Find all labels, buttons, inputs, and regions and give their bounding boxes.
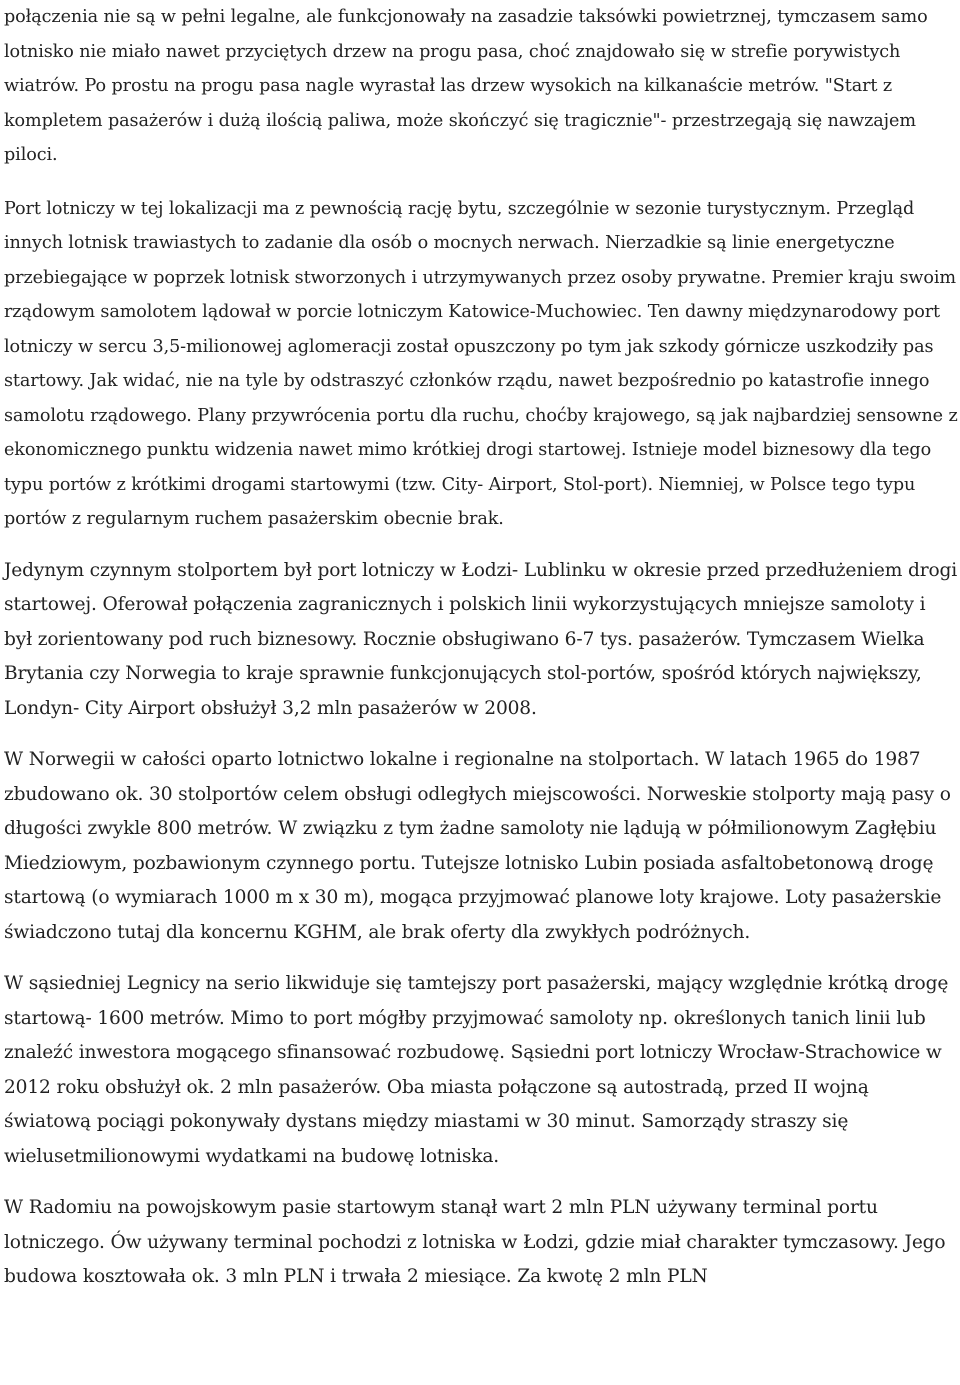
- sentence: Za kwotę 2 mln PLN: [511, 1266, 708, 1287]
- sentence: Norweskie stolporty mają pasy o długości zwykle 800 metrów.: [4, 783, 951, 839]
- sentence: Loty pasażerskie świadczono tutaj dla koncernu KGHM, ale brak oferty dla zwykłych podróżnych.: [4, 887, 942, 943]
- article-paragraph: [4, 1191, 958, 1295]
- sentence: "Start z kompletem pasażerów i dużą ilością paliwa, może skończyć się tragicznie"- przestrzegają się nawzajem piloci.: [4, 76, 916, 165]
- sentence: Jego budowa kosztowała ok. 3 mln PLN i trwała 2 miesiące.: [4, 1231, 946, 1287]
- sentence: W Radomiu na powojskowym pasie startowym stanął wart 2 mln PLN używany terminal portu lotniczego.: [4, 1197, 878, 1253]
- sentence: Oferował połączenia zagranicznych i polskich linii wykorzystujących mniejsze samoloty i był zorientowany pod ruch biznesowy.: [4, 594, 926, 650]
- sentence: Samorządy straszy się wielusetmilionowymi wydatkami na budowę lotniska.: [4, 1111, 849, 1167]
- sentence: Sąsiedni port lotniczy Wrocław-Strachowice w 2012 roku obsłużył ok. 2 mln pasażerów.: [4, 1042, 942, 1098]
- sentence: Tutejsze lotnisko Lubin posiada asfaltobetonową drogę startową (o wymiarach 1000 m x 30 m), mogąca przyjmować planowe loty krajowe.: [4, 852, 934, 908]
- sentence: Jak widać, nie na tyle by odstraszyć członków rządu, nawet bezpośrednio po katastrofie innego samolotu rządowego.: [4, 371, 930, 426]
- sentence: W związku z tym żadne samoloty nie lądują w półmilionowym Zagłębiu Miedziowym, pozbawionym czynnego portu.: [4, 818, 937, 874]
- sentence: Port lotniczy w tej lokalizacji ma z pewnością rację bytu, szczególnie w sezonie turystycznym.: [4, 198, 831, 219]
- article-paragraph: [4, 554, 958, 727]
- article-paragraph: [4, 192, 958, 537]
- sentence: Po prostu na progu pasa nagle wyrastał las drzew wysokich na kilkanaście metrów.: [79, 76, 820, 96]
- sentence: Jedynym czynnym stolportem był port lotniczy w Łodzi- Lublinku w okresie przed przedłużeniem drogi startowej.: [4, 559, 958, 615]
- article-paragraph: [4, 0, 958, 173]
- sentence: Mimo to port mógłby przyjmować samoloty np. określonych tanich linii lub znaleźć inwestora mogącego sfinansować rozbudowę.: [4, 1007, 926, 1063]
- sentence: połączenia nie są w pełni legalne, ale funkcjonowały na zasadzie taksówki powietrznej, tymczasem samo lotnisko nie miało nawet przyciętych drzew na progu pasa, choć znajdowało się w strefie porywistych wiatrów.: [4, 7, 928, 96]
- sentence: Premier kraju swoim rządowym samolotem lądował w porcie lotniczym Katowice-Muchowiec.: [4, 267, 956, 322]
- sentence: Ten dawny międzynarodowy port lotniczy w sercu 3,5-milionowej aglomeracji został opuszczony po tym jak szkody górnicze uszkodziły pas startowy.: [4, 302, 941, 391]
- article-body: [4, 0, 958, 1295]
- sentence: Plany przywrócenia portu dla ruchu, choćby krajowego, są jak najbardziej sensowne z ekonomicznego punktu widzenia nawet mimo krótkiej drogi startowej.: [4, 405, 958, 460]
- article-paragraph: [4, 967, 958, 1174]
- sentence: W latach 1965 do 1987 zbudowano ok. 30 stolportów celem obsługi odległych miejscowości.: [4, 749, 921, 805]
- article-paragraph: [4, 743, 958, 950]
- sentence: Nierzadkie są linie energetyczne przebiegające w poprzek lotnisk stworzonych i utrzymywanych przez osoby prywatne.: [4, 233, 895, 288]
- sentence: Niemniej, w Polsce tego typu portów z regularnym ruchem pasażerskim obecnie brak.: [4, 474, 916, 529]
- sentence: Oba miasta połączone są autostradą, przed II wojną światową pociągi pokonywały dystans między miastami w 30 minut.: [4, 1076, 869, 1132]
- sentence: Istnieje model biznesowy dla tego typu portów z krótkimi drogami startowymi (tzw. City- Airport, Stol-port).: [4, 440, 932, 495]
- sentence: Rocznie obsługiwano 6-7 tys. pasażerów.: [357, 628, 742, 650]
- sentence: Tymczasem Wielka Brytania czy Norwegia to kraje sprawnie funkcjonujących stol-portów, spośród których największy, Londyn- City Airport obsłużył 3,2 mln pasażerów w 2008.: [4, 628, 925, 719]
- sentence: W sąsiedniej Legnicy na serio likwiduje się tamtejszy port pasażerski, mający względnie krótką drogę startową- 1600 metrów.: [4, 973, 949, 1029]
- sentence: Przegląd innych lotnisk trawiastych to zadanie dla osób o mocnych nerwach.: [4, 198, 915, 253]
- sentence: Ów używany terminal pochodzi z lotniska w Łodzi, gdzie miał charakter tymczasowy.: [104, 1231, 899, 1253]
- sentence: W Norwegii w całości oparto lotnictwo lokalne i regionalne na stolportach.: [4, 749, 700, 770]
